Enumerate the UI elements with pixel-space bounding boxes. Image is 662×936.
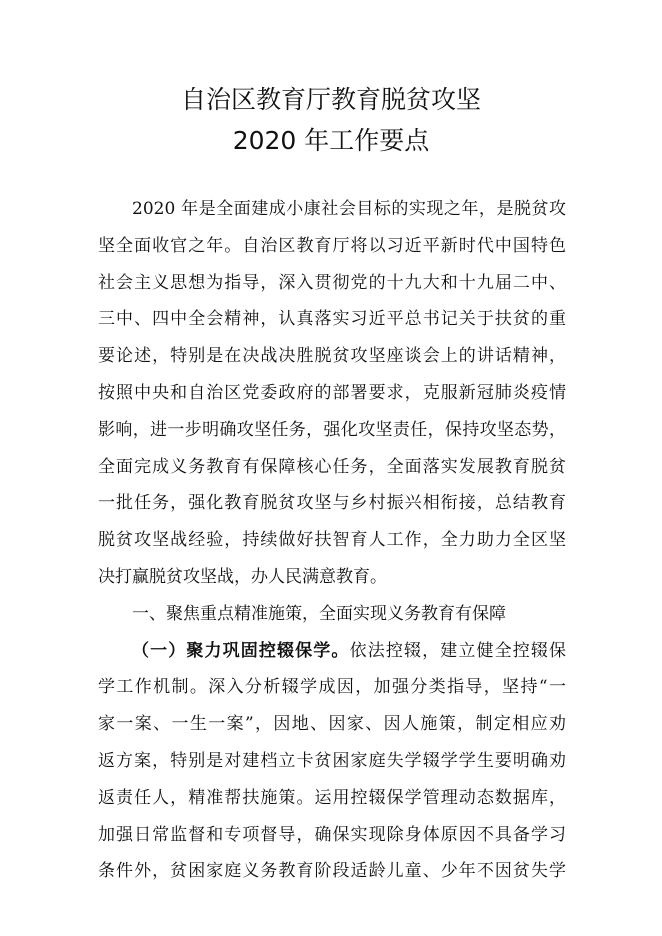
paragraph-1-line: 脱贫攻坚战经验，持续做好扶智育人工作，全力助力全区坚 [98, 530, 566, 551]
subsection-1-line: 家一案、一生一案”，因地、因家、因人施策，制定相应劝 [98, 714, 566, 735]
document-title-line-2: 2020 年工作要点 [232, 126, 430, 155]
document-title-line-1: 自治区教育厅教育脱贫攻坚 [180, 85, 481, 114]
subsection-1-line: 条件外，贫困家庭义务教育阶段适龄儿童、少年不因贫失学 [98, 861, 566, 882]
subsection-1-line: 返方案，特别是对建档立卡贫困家庭失学辍学学生要明确劝 [98, 751, 566, 771]
paragraph-1-line: 一批任务，强化教育脱贫攻坚与乡村振兴相衔接，总结教育 [98, 493, 566, 514]
paragraph-1-line: 三中、四中全会精神，认真落实习近平总书记关于扶贫的重 [98, 309, 566, 330]
paragraph-1-line: 影响，进一步明确攻坚任务，强化攻坚责任，保持攻坚态势， [98, 419, 566, 440]
paragraph-1-line: 2020 年是全面建成小康社会目标的实现之年，是脱贫攻 [132, 199, 566, 219]
section-1-heading: 一、聚焦重点精准施策，全面实现义务教育有保障 [132, 603, 506, 624]
subsection-1-title: （一）聚力巩固控辍保学。 [132, 640, 350, 661]
paragraph-1-line: 社会主义思想为指导，深入贯彻党的十九大和十九届二中、 [98, 272, 566, 293]
paragraph-1-line: 决打赢脱贫攻坚战，办人民满意教育。 [98, 567, 387, 587]
paragraph-1-line: 要论述，特别是在决战决胜脱贫攻坚座谈会上的讲话精神， [98, 346, 566, 367]
subsection-1-line: 学工作机制。深入分析辍学成因，加强分类指导，坚持“一 [98, 677, 566, 698]
subsection-1-line: 加强日常监督和专项督导，确保实现除身体原因不具备学习 [98, 824, 566, 845]
paragraph-1-line: 按照中央和自治区党委政府的部署要求，克服新冠肺炎疫情 [98, 383, 566, 403]
subsection-1-first-line [132, 633, 566, 669]
paragraph-1-line: 全面完成义务教育有保障核心任务，全面落实发展教育脱贫 [98, 456, 566, 477]
subsection-1-first-line-text: 依法控辍，建立健全控辍保 [349, 640, 567, 661]
paragraph-1-line: 坚全面收官之年。自治区教育厅将以习近平新时代中国特色 [98, 235, 566, 256]
subsection-1-line: 返责任人，精准帮扶施策。运用控辍保学管理动态数据库， [98, 787, 566, 808]
